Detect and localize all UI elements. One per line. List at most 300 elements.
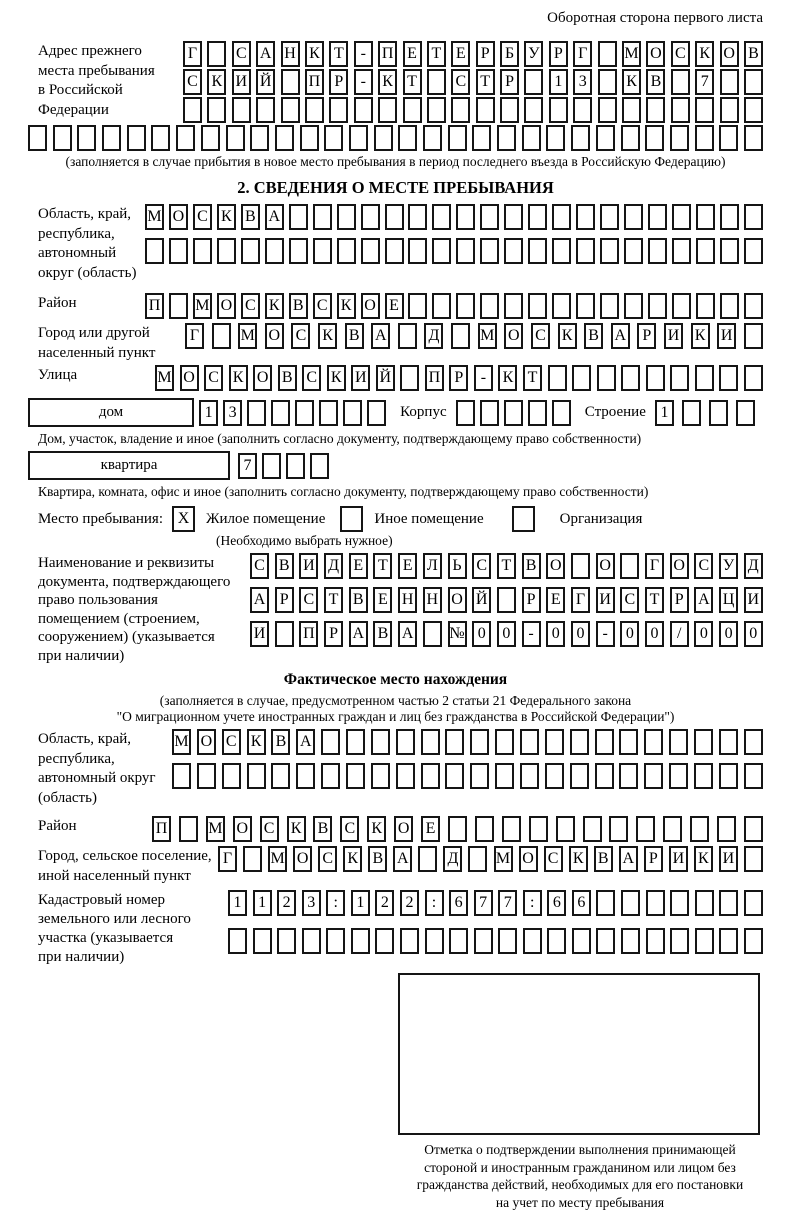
char-cell[interactable]: Р bbox=[329, 69, 348, 95]
char-cell[interactable]: В bbox=[594, 846, 613, 872]
char-cell[interactable] bbox=[695, 890, 714, 916]
char-cell[interactable] bbox=[648, 238, 667, 264]
char-cell[interactable]: О bbox=[546, 553, 565, 579]
char-cell[interactable] bbox=[271, 400, 290, 426]
char-cell[interactable] bbox=[305, 97, 324, 123]
char-cell[interactable] bbox=[207, 97, 226, 123]
char-cell[interactable] bbox=[371, 763, 390, 789]
char-cell[interactable] bbox=[719, 729, 738, 755]
char-cell[interactable] bbox=[277, 928, 296, 954]
char-cell[interactable]: Г bbox=[571, 587, 590, 613]
char-cell[interactable] bbox=[445, 763, 464, 789]
char-cell[interactable] bbox=[744, 763, 763, 789]
char-cell[interactable] bbox=[375, 928, 394, 954]
char-cell[interactable]: С bbox=[222, 729, 241, 755]
char-cell[interactable] bbox=[682, 400, 701, 426]
char-cell[interactable] bbox=[552, 293, 571, 319]
char-cell[interactable]: Г bbox=[573, 41, 592, 67]
char-cell[interactable]: А bbox=[250, 587, 269, 613]
char-cell[interactable]: О bbox=[217, 293, 236, 319]
char-cell[interactable] bbox=[670, 928, 689, 954]
char-cell[interactable] bbox=[744, 293, 763, 319]
char-cell[interactable] bbox=[275, 125, 294, 151]
char-cell[interactable]: Н bbox=[281, 41, 300, 67]
char-cell[interactable]: И bbox=[232, 69, 251, 95]
char-cell[interactable]: Е bbox=[398, 553, 417, 579]
char-cell[interactable]: А bbox=[619, 846, 638, 872]
char-cell[interactable]: 2 bbox=[375, 890, 394, 916]
char-cell[interactable] bbox=[552, 238, 571, 264]
char-cell[interactable] bbox=[423, 125, 442, 151]
char-cell[interactable]: 1 bbox=[253, 890, 272, 916]
char-cell[interactable] bbox=[247, 400, 266, 426]
char-cell[interactable]: 2 bbox=[400, 890, 419, 916]
char-cell[interactable] bbox=[524, 69, 543, 95]
char-cell[interactable] bbox=[193, 238, 212, 264]
char-cell[interactable] bbox=[522, 125, 541, 151]
char-cell[interactable]: К bbox=[217, 204, 236, 230]
char-cell[interactable] bbox=[497, 587, 516, 613]
char-cell[interactable] bbox=[349, 125, 368, 151]
char-cell[interactable]: С bbox=[472, 553, 491, 579]
char-cell[interactable]: 6 bbox=[449, 890, 468, 916]
char-cell[interactable]: И bbox=[596, 587, 615, 613]
char-cell[interactable]: - bbox=[354, 41, 373, 67]
char-cell[interactable]: К bbox=[318, 323, 337, 349]
char-cell[interactable] bbox=[719, 125, 738, 151]
char-cell[interactable]: В bbox=[646, 69, 665, 95]
char-cell[interactable]: А bbox=[296, 729, 315, 755]
char-cell[interactable]: Р bbox=[476, 41, 495, 67]
char-cell[interactable]: У bbox=[524, 41, 543, 67]
char-cell[interactable]: И bbox=[744, 587, 763, 613]
char-cell[interactable]: : bbox=[326, 890, 345, 916]
char-cell[interactable] bbox=[295, 400, 314, 426]
char-cell[interactable] bbox=[600, 238, 619, 264]
char-cell[interactable] bbox=[329, 97, 348, 123]
char-cell[interactable] bbox=[572, 928, 591, 954]
char-cell[interactable] bbox=[176, 125, 195, 151]
char-cell[interactable] bbox=[504, 238, 523, 264]
char-cell[interactable] bbox=[77, 125, 96, 151]
char-cell[interactable]: О bbox=[361, 293, 380, 319]
char-cell[interactable]: Е bbox=[546, 587, 565, 613]
char-cell[interactable] bbox=[197, 763, 216, 789]
char-cell[interactable] bbox=[127, 125, 146, 151]
char-cell[interactable] bbox=[324, 125, 343, 151]
char-cell[interactable]: / bbox=[670, 621, 689, 647]
char-cell[interactable] bbox=[524, 97, 543, 123]
char-cell[interactable] bbox=[573, 97, 592, 123]
char-cell[interactable]: К bbox=[622, 69, 641, 95]
char-cell[interactable] bbox=[719, 365, 738, 391]
char-cell[interactable] bbox=[247, 763, 266, 789]
char-cell[interactable] bbox=[597, 365, 616, 391]
char-cell[interactable] bbox=[275, 621, 294, 647]
char-cell[interactable] bbox=[346, 763, 365, 789]
char-cell[interactable] bbox=[262, 453, 281, 479]
char-cell[interactable]: К bbox=[247, 729, 266, 755]
char-cell[interactable] bbox=[470, 763, 489, 789]
char-cell[interactable] bbox=[621, 125, 640, 151]
char-cell[interactable] bbox=[281, 97, 300, 123]
char-cell[interactable]: О bbox=[265, 323, 284, 349]
char-cell[interactable]: К bbox=[327, 365, 346, 391]
char-cell[interactable] bbox=[418, 846, 437, 872]
char-cell[interactable]: 7 bbox=[695, 69, 714, 95]
char-cell[interactable] bbox=[695, 928, 714, 954]
char-cell[interactable] bbox=[548, 365, 567, 391]
char-cell[interactable] bbox=[744, 846, 763, 872]
char-cell[interactable]: А bbox=[393, 846, 412, 872]
char-cell[interactable] bbox=[241, 238, 260, 264]
char-cell[interactable]: 0 bbox=[546, 621, 565, 647]
char-cell[interactable] bbox=[423, 621, 442, 647]
char-cell[interactable]: П bbox=[378, 41, 397, 67]
char-cell[interactable] bbox=[232, 97, 251, 123]
char-cell[interactable]: 6 bbox=[572, 890, 591, 916]
char-cell[interactable] bbox=[547, 928, 566, 954]
char-cell[interactable]: К bbox=[207, 69, 226, 95]
char-cell[interactable]: К bbox=[695, 41, 714, 67]
char-cell[interactable]: К bbox=[367, 816, 386, 842]
char-cell[interactable] bbox=[354, 97, 373, 123]
char-cell[interactable]: А bbox=[256, 41, 275, 67]
char-cell[interactable]: - bbox=[474, 365, 493, 391]
char-cell[interactable] bbox=[265, 238, 284, 264]
char-cell[interactable] bbox=[622, 97, 641, 123]
char-cell[interactable] bbox=[222, 763, 241, 789]
char-cell[interactable] bbox=[472, 125, 491, 151]
char-cell[interactable]: К bbox=[265, 293, 284, 319]
char-cell[interactable] bbox=[408, 293, 427, 319]
char-cell[interactable]: К bbox=[343, 846, 362, 872]
char-cell[interactable]: П bbox=[425, 365, 444, 391]
char-cell[interactable]: С bbox=[250, 553, 269, 579]
char-cell[interactable] bbox=[451, 323, 470, 349]
char-cell[interactable] bbox=[427, 69, 446, 95]
char-cell[interactable]: И bbox=[351, 365, 370, 391]
char-cell[interactable]: И bbox=[669, 846, 688, 872]
char-cell[interactable]: Е bbox=[385, 293, 404, 319]
char-cell[interactable]: К bbox=[287, 816, 306, 842]
char-cell[interactable] bbox=[475, 816, 494, 842]
char-cell[interactable] bbox=[102, 125, 121, 151]
char-cell[interactable]: С bbox=[671, 41, 690, 67]
char-cell[interactable] bbox=[183, 97, 202, 123]
char-cell[interactable] bbox=[576, 238, 595, 264]
char-cell[interactable]: С bbox=[291, 323, 310, 349]
char-cell[interactable] bbox=[427, 97, 446, 123]
char-cell[interactable] bbox=[169, 293, 188, 319]
char-cell[interactable]: Н bbox=[398, 587, 417, 613]
char-cell[interactable]: 0 bbox=[472, 621, 491, 647]
char-cell[interactable] bbox=[28, 125, 47, 151]
char-cell[interactable] bbox=[468, 846, 487, 872]
char-cell[interactable]: С bbox=[299, 587, 318, 613]
char-cell[interactable] bbox=[456, 238, 475, 264]
char-cell[interactable]: В bbox=[278, 365, 297, 391]
char-cell[interactable] bbox=[696, 238, 715, 264]
char-cell[interactable]: К bbox=[229, 365, 248, 391]
char-cell[interactable] bbox=[289, 238, 308, 264]
char-cell[interactable] bbox=[709, 400, 728, 426]
char-cell[interactable] bbox=[151, 125, 170, 151]
char-cell[interactable]: М bbox=[238, 323, 257, 349]
char-cell[interactable]: : bbox=[425, 890, 444, 916]
char-cell[interactable] bbox=[396, 729, 415, 755]
char-cell[interactable] bbox=[495, 763, 514, 789]
char-cell[interactable] bbox=[644, 763, 663, 789]
char-cell[interactable] bbox=[624, 204, 643, 230]
char-cell[interactable] bbox=[621, 928, 640, 954]
char-cell[interactable] bbox=[571, 125, 590, 151]
char-cell[interactable]: М bbox=[494, 846, 513, 872]
char-cell[interactable] bbox=[432, 204, 451, 230]
char-cell[interactable] bbox=[250, 125, 269, 151]
char-cell[interactable] bbox=[302, 928, 321, 954]
char-cell[interactable] bbox=[696, 204, 715, 230]
char-cell[interactable]: Г bbox=[183, 41, 202, 67]
char-cell[interactable]: Г bbox=[645, 553, 664, 579]
char-cell[interactable] bbox=[449, 928, 468, 954]
char-cell[interactable] bbox=[169, 238, 188, 264]
char-cell[interactable] bbox=[645, 125, 664, 151]
char-cell[interactable]: Ь bbox=[448, 553, 467, 579]
char-cell[interactable] bbox=[744, 816, 763, 842]
char-cell[interactable] bbox=[598, 69, 617, 95]
char-cell[interactable] bbox=[296, 763, 315, 789]
char-cell[interactable]: Е bbox=[421, 816, 440, 842]
char-cell[interactable]: Й bbox=[472, 587, 491, 613]
char-cell[interactable] bbox=[696, 293, 715, 319]
char-cell[interactable] bbox=[598, 97, 617, 123]
char-cell[interactable] bbox=[179, 816, 198, 842]
char-cell[interactable] bbox=[476, 97, 495, 123]
char-cell[interactable] bbox=[744, 125, 763, 151]
char-cell[interactable] bbox=[408, 238, 427, 264]
char-cell[interactable] bbox=[670, 890, 689, 916]
char-cell[interactable] bbox=[145, 238, 164, 264]
char-cell[interactable] bbox=[719, 928, 738, 954]
char-cell[interactable] bbox=[528, 400, 547, 426]
char-cell[interactable] bbox=[172, 763, 191, 789]
char-cell[interactable]: Д bbox=[424, 323, 443, 349]
char-cell[interactable]: Т bbox=[329, 41, 348, 67]
char-cell[interactable]: 0 bbox=[719, 621, 738, 647]
char-cell[interactable] bbox=[337, 238, 356, 264]
char-cell[interactable] bbox=[545, 763, 564, 789]
char-cell[interactable]: О bbox=[720, 41, 739, 67]
char-cell[interactable]: С bbox=[340, 816, 359, 842]
char-cell[interactable] bbox=[421, 763, 440, 789]
char-cell[interactable]: Р bbox=[670, 587, 689, 613]
char-cell[interactable]: В bbox=[271, 729, 290, 755]
char-cell[interactable]: М bbox=[155, 365, 174, 391]
char-cell[interactable] bbox=[572, 365, 591, 391]
char-cell[interactable] bbox=[570, 729, 589, 755]
char-cell[interactable] bbox=[337, 204, 356, 230]
char-cell[interactable] bbox=[690, 816, 709, 842]
char-cell[interactable]: Д bbox=[443, 846, 462, 872]
char-cell[interactable] bbox=[670, 125, 689, 151]
char-cell[interactable]: О bbox=[519, 846, 538, 872]
char-cell[interactable] bbox=[736, 400, 755, 426]
char-cell[interactable]: В bbox=[584, 323, 603, 349]
char-cell[interactable]: И bbox=[250, 621, 269, 647]
char-cell[interactable] bbox=[201, 125, 220, 151]
char-cell[interactable] bbox=[396, 763, 415, 789]
char-cell[interactable]: 0 bbox=[744, 621, 763, 647]
char-cell[interactable]: И bbox=[717, 323, 736, 349]
char-cell[interactable]: 3 bbox=[573, 69, 592, 95]
char-cell[interactable]: К bbox=[498, 365, 517, 391]
char-cell[interactable] bbox=[226, 125, 245, 151]
char-cell[interactable]: Р bbox=[522, 587, 541, 613]
char-cell[interactable]: О bbox=[293, 846, 312, 872]
char-cell[interactable] bbox=[556, 816, 575, 842]
char-cell[interactable] bbox=[600, 204, 619, 230]
char-cell[interactable] bbox=[595, 729, 614, 755]
char-cell[interactable] bbox=[717, 816, 736, 842]
char-cell[interactable]: - bbox=[354, 69, 373, 95]
char-cell[interactable] bbox=[212, 323, 231, 349]
char-cell[interactable]: Е bbox=[349, 553, 368, 579]
char-cell[interactable] bbox=[343, 400, 362, 426]
char-cell[interactable] bbox=[529, 816, 548, 842]
char-cell[interactable]: П bbox=[152, 816, 171, 842]
char-cell[interactable] bbox=[624, 293, 643, 319]
char-cell[interactable]: А bbox=[349, 621, 368, 647]
char-cell[interactable]: О bbox=[233, 816, 252, 842]
char-cell[interactable] bbox=[480, 400, 499, 426]
char-cell[interactable] bbox=[720, 293, 739, 319]
char-cell[interactable]: И bbox=[719, 846, 738, 872]
char-cell[interactable]: Р bbox=[549, 41, 568, 67]
char-cell[interactable] bbox=[385, 238, 404, 264]
organization-checkbox[interactable] bbox=[512, 506, 535, 532]
char-cell[interactable] bbox=[207, 41, 226, 67]
char-cell[interactable]: Р bbox=[500, 69, 519, 95]
char-cell[interactable]: 0 bbox=[571, 621, 590, 647]
char-cell[interactable]: О bbox=[646, 41, 665, 67]
char-cell[interactable] bbox=[571, 553, 590, 579]
char-cell[interactable]: Т bbox=[373, 553, 392, 579]
char-cell[interactable] bbox=[672, 238, 691, 264]
char-cell[interactable]: О bbox=[180, 365, 199, 391]
char-cell[interactable]: С bbox=[620, 587, 639, 613]
char-cell[interactable] bbox=[256, 97, 275, 123]
char-cell[interactable] bbox=[598, 41, 617, 67]
char-cell[interactable] bbox=[361, 204, 380, 230]
char-cell[interactable] bbox=[385, 204, 404, 230]
char-cell[interactable]: В bbox=[313, 816, 332, 842]
char-cell[interactable] bbox=[646, 890, 665, 916]
char-cell[interactable]: К bbox=[694, 846, 713, 872]
char-cell[interactable]: Д bbox=[324, 553, 343, 579]
char-cell[interactable]: 1 bbox=[228, 890, 247, 916]
residential-checkbox[interactable]: X bbox=[172, 506, 195, 532]
char-cell[interactable] bbox=[695, 365, 714, 391]
char-cell[interactable]: 0 bbox=[694, 621, 713, 647]
char-cell[interactable]: Л bbox=[423, 553, 442, 579]
char-cell[interactable]: С bbox=[241, 293, 260, 319]
char-cell[interactable] bbox=[636, 816, 655, 842]
char-cell[interactable] bbox=[552, 204, 571, 230]
char-cell[interactable] bbox=[403, 97, 422, 123]
char-cell[interactable] bbox=[646, 365, 665, 391]
char-cell[interactable]: О bbox=[448, 587, 467, 613]
char-cell[interactable] bbox=[619, 763, 638, 789]
char-cell[interactable] bbox=[720, 97, 739, 123]
char-cell[interactable]: 0 bbox=[497, 621, 516, 647]
char-cell[interactable]: К bbox=[337, 293, 356, 319]
char-cell[interactable]: М bbox=[268, 846, 287, 872]
char-cell[interactable] bbox=[545, 729, 564, 755]
char-cell[interactable]: 7 bbox=[474, 890, 493, 916]
char-cell[interactable] bbox=[408, 204, 427, 230]
char-cell[interactable] bbox=[744, 204, 763, 230]
char-cell[interactable] bbox=[646, 928, 665, 954]
char-cell[interactable]: С bbox=[531, 323, 550, 349]
char-cell[interactable]: Т bbox=[497, 553, 516, 579]
char-cell[interactable]: Р bbox=[275, 587, 294, 613]
char-cell[interactable]: П bbox=[305, 69, 324, 95]
char-cell[interactable] bbox=[398, 125, 417, 151]
char-cell[interactable]: В bbox=[345, 323, 364, 349]
char-cell[interactable]: М bbox=[478, 323, 497, 349]
char-cell[interactable] bbox=[500, 97, 519, 123]
char-cell[interactable] bbox=[648, 204, 667, 230]
char-cell[interactable] bbox=[504, 204, 523, 230]
char-cell[interactable]: Б bbox=[500, 41, 519, 67]
char-cell[interactable] bbox=[346, 729, 365, 755]
char-cell[interactable] bbox=[744, 238, 763, 264]
char-cell[interactable]: С bbox=[451, 69, 470, 95]
char-cell[interactable] bbox=[609, 816, 628, 842]
char-cell[interactable] bbox=[310, 453, 329, 479]
char-cell[interactable] bbox=[671, 97, 690, 123]
char-cell[interactable] bbox=[448, 125, 467, 151]
char-cell[interactable] bbox=[480, 238, 499, 264]
char-cell[interactable]: Ц bbox=[719, 587, 738, 613]
char-cell[interactable] bbox=[498, 928, 517, 954]
char-cell[interactable] bbox=[648, 293, 667, 319]
char-cell[interactable]: Т bbox=[427, 41, 446, 67]
char-cell[interactable] bbox=[719, 890, 738, 916]
char-cell[interactable] bbox=[546, 125, 565, 151]
char-cell[interactable] bbox=[671, 69, 690, 95]
char-cell[interactable]: 1 bbox=[199, 400, 218, 426]
char-cell[interactable] bbox=[253, 928, 272, 954]
char-cell[interactable] bbox=[596, 125, 615, 151]
char-cell[interactable]: К bbox=[569, 846, 588, 872]
char-cell[interactable] bbox=[228, 928, 247, 954]
char-cell[interactable]: Й bbox=[376, 365, 395, 391]
char-cell[interactable]: Р bbox=[637, 323, 656, 349]
char-cell[interactable] bbox=[669, 729, 688, 755]
char-cell[interactable]: : bbox=[523, 890, 542, 916]
char-cell[interactable] bbox=[504, 400, 523, 426]
char-cell[interactable] bbox=[646, 97, 665, 123]
char-cell[interactable] bbox=[549, 97, 568, 123]
char-cell[interactable]: Т bbox=[476, 69, 495, 95]
char-cell[interactable]: М bbox=[193, 293, 212, 319]
char-cell[interactable]: К bbox=[558, 323, 577, 349]
char-cell[interactable] bbox=[321, 763, 340, 789]
char-cell[interactable] bbox=[621, 890, 640, 916]
char-cell[interactable]: В bbox=[368, 846, 387, 872]
